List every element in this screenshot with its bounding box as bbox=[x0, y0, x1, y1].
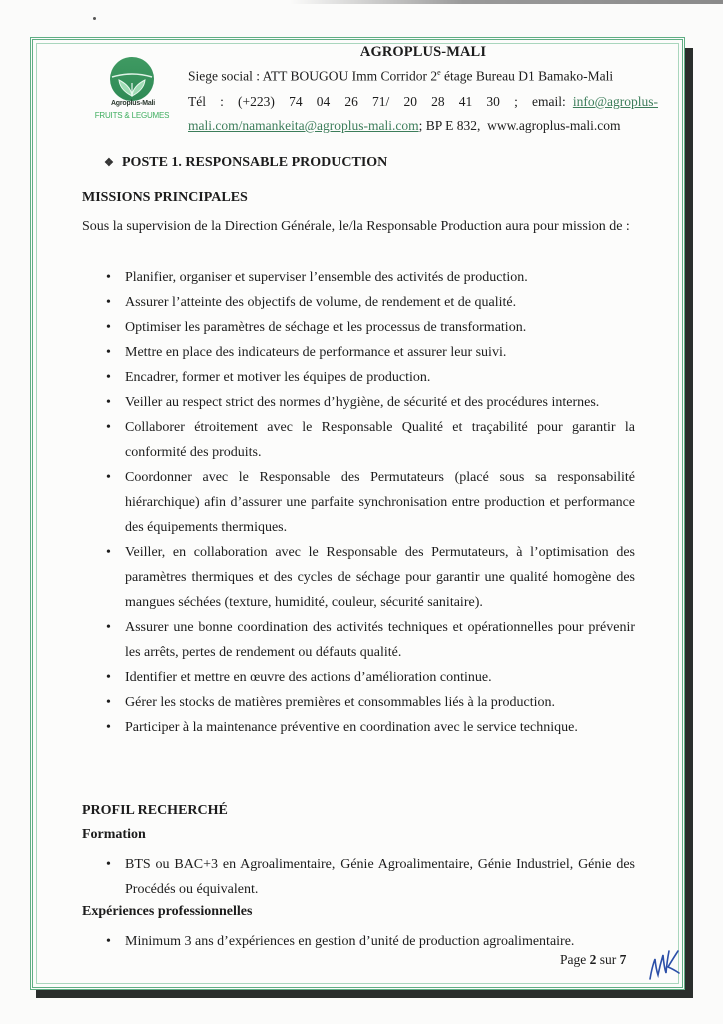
bullet-icon: • bbox=[106, 395, 111, 410]
bullet-icon: • bbox=[106, 934, 111, 949]
bullet-icon: • bbox=[106, 670, 111, 685]
list-item: • Identifier et mettre en œuvre des actions d’amélioration continue. bbox=[0, 665, 635, 690]
bullet-icon: • bbox=[106, 720, 111, 735]
experience-heading: Expériences professionnelles bbox=[82, 904, 253, 919]
email-link-1[interactable]: info@agroplus- bbox=[572, 94, 659, 109]
page-number: Page 2 sur 7 bbox=[560, 952, 627, 967]
list-item: • Assurer une bonne coordination des activités techniques et opérationnelles pour prévenir les arrêts, pertes de rendement ou défauts qualité. bbox=[0, 615, 635, 665]
list-item: • BTS ou BAC+3 en Agroalimentaire, Génie Agroalimentaire, Génie Industriel, Génie des Procédés ou équivalent. bbox=[0, 852, 635, 902]
bullet-icon: • bbox=[106, 345, 111, 360]
list-item: • Encadrer, former et motiver les équipes de production. bbox=[0, 365, 635, 390]
formation-list bbox=[0, 852, 635, 902]
diamond-bullet-icon: ❖ bbox=[104, 157, 114, 169]
frame-shadow-bottom bbox=[36, 989, 693, 998]
bullet-icon: • bbox=[106, 320, 111, 335]
head-office-address: Siege social : ATT BOUGOU Imm Corridor 2e étage Bureau D1 Bamako-Mali bbox=[188, 68, 614, 84]
list-item: • Veiller, en collaboration avec le Responsable des Permutateurs, à l’optimisation des paramètres thermiques et des cycles de séchage pour garantir une qualité homogène des mangues séchées (texture, humidité, couleur, sécurité sanitaire). bbox=[0, 540, 635, 615]
list-item: • Participer à la maintenance préventive en coordination avec le service technique. bbox=[0, 715, 635, 740]
email-link-2[interactable]: mali.com/namankeita@agroplus-mali.com bbox=[188, 118, 419, 133]
bullet-icon: • bbox=[106, 370, 111, 385]
missions-intro: Sous la supervision de la Direction Générale, le/la Responsable Production aura pour mission de : bbox=[82, 219, 630, 234]
bullet-icon: • bbox=[106, 857, 111, 872]
initials-signature bbox=[646, 945, 682, 985]
scan-speck bbox=[93, 17, 96, 20]
list-item: • Coordonner avec le Responsable des Permutateurs (placé sous sa responsabilité hiérarchique) afin d’assurer une parfaite synchronisation entre production et performance des équipements thermiques. bbox=[0, 465, 635, 540]
bullet-icon: • bbox=[106, 545, 111, 560]
list-item: • Veiller au respect strict des normes d’hygiène, de sécurité et des procédures internes. bbox=[0, 390, 635, 415]
bullet-icon: • bbox=[106, 470, 111, 485]
list-item: • Mettre en place des indicateurs de performance et assurer leur suivi. bbox=[0, 340, 635, 365]
list-item: • Minimum 3 ans d’expériences en gestion d’unité de production agroalimentaire. bbox=[0, 929, 635, 954]
missions-heading: MISSIONS PRINCIPALES bbox=[82, 190, 248, 205]
bullet-icon: • bbox=[106, 420, 111, 435]
list-item: • Assurer l’atteinte des objectifs de volume, de rendement et de qualité. bbox=[0, 290, 635, 315]
frame-shadow-right bbox=[684, 48, 693, 998]
formation-heading: Formation bbox=[82, 827, 146, 842]
logo-tagline: FRUITS & LEGUMES bbox=[94, 111, 170, 120]
po-box-website: ; BP E 832, www.agroplus-mali.com bbox=[418, 118, 621, 133]
bullet-icon: • bbox=[106, 620, 111, 635]
scan-edge-shade bbox=[290, 0, 723, 4]
bullet-icon: • bbox=[106, 295, 111, 310]
phone-email-line bbox=[188, 94, 658, 110]
list-item: • Optimiser les paramètres de séchage et les processus de transformation. bbox=[0, 315, 635, 340]
bullet-icon: • bbox=[106, 270, 111, 285]
logo-name: Agroplus-Mali bbox=[110, 100, 156, 107]
profile-heading: PROFIL RECHERCHÉ bbox=[82, 803, 228, 818]
leaf-sprout-logo-icon bbox=[109, 56, 155, 102]
email-website-line bbox=[188, 118, 620, 134]
list-item: • Planifier, organiser et superviser l’ensemble des activités de production. bbox=[0, 265, 635, 290]
post-title: ❖ POSTE 1. RESPONSABLE PRODUCTION bbox=[104, 155, 388, 170]
phone-numbers: Tél : (+223) 74 04 26 71/ 20 28 41 30 ; email: bbox=[188, 94, 566, 109]
missions-list bbox=[0, 265, 635, 740]
organization-title: AGROPLUS-MALI bbox=[359, 44, 487, 60]
list-item: • Collaborer étroitement avec le Responsable Qualité et traçabilité pour garantir la conformité des produits. bbox=[0, 415, 635, 465]
experience-list bbox=[0, 929, 635, 954]
list-item: • Gérer les stocks de matières premières et consommables liés à la production. bbox=[0, 690, 635, 715]
bullet-icon: • bbox=[106, 695, 111, 710]
